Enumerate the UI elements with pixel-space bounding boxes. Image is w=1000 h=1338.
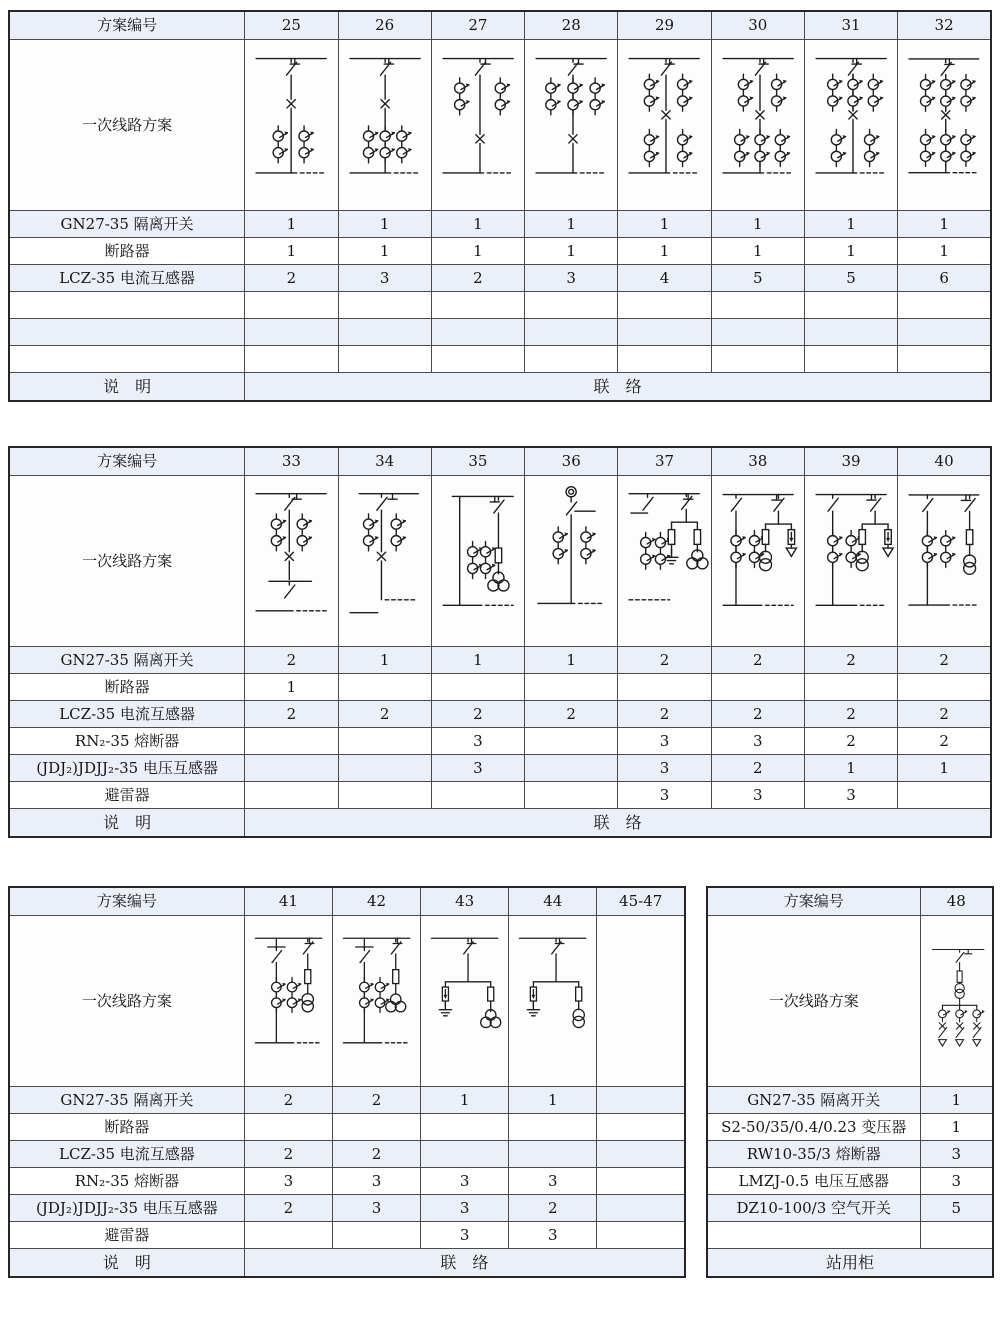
component-row	[9, 782, 991, 809]
circuit-diagram-37	[618, 476, 711, 647]
qty-34	[338, 755, 431, 782]
component-label: 断路器	[9, 674, 245, 701]
component-label: LCZ-35 电流互感器	[9, 701, 245, 728]
circuit-diagram-41	[244, 916, 332, 1087]
scheme-table-48	[706, 886, 994, 1278]
component-row	[9, 728, 991, 755]
qty-35	[431, 674, 524, 701]
qty-42: 3	[332, 1195, 420, 1222]
component-row	[707, 1222, 993, 1249]
component-row	[707, 1141, 993, 1168]
qty-30: 5	[711, 265, 804, 292]
component-label: DZ10-100/3 空气开关	[707, 1195, 920, 1222]
component-row	[9, 1141, 685, 1168]
one-line-diagram	[898, 476, 990, 646]
qty-38: 2	[711, 701, 804, 728]
component-label: GN27-35 隔离开关	[9, 211, 245, 238]
qty-38: 3	[711, 782, 804, 809]
component-row	[9, 1195, 685, 1222]
qty-34: 2	[338, 701, 431, 728]
note-row	[9, 1249, 685, 1278]
qty-45-47	[597, 1087, 685, 1114]
qty-26: 3	[338, 265, 431, 292]
circuit-diagram-35	[431, 476, 524, 647]
qty-37: 2	[618, 647, 711, 674]
qty-43: 3	[421, 1195, 509, 1222]
qty-43	[421, 1114, 509, 1141]
component-row	[9, 346, 991, 373]
qty-31	[804, 319, 897, 346]
component-label: RN₂-35 熔断器	[9, 728, 245, 755]
qty-45-47	[597, 1141, 685, 1168]
one-line-diagram	[525, 40, 617, 210]
qty-30	[711, 319, 804, 346]
qty-37: 3	[618, 782, 711, 809]
circuit-diagram-40	[898, 476, 991, 647]
qty-43	[421, 1141, 509, 1168]
qty-40	[898, 674, 991, 701]
scheme-no-41: 41	[244, 887, 332, 916]
qty-40: 2	[898, 647, 991, 674]
component-label: 避雷器	[9, 1222, 244, 1249]
qty-44	[509, 1141, 597, 1168]
circuit-diagram-33	[245, 476, 338, 647]
circuit-diagram-48	[920, 916, 993, 1087]
circuit-diagram-43	[421, 916, 509, 1087]
component-label	[9, 346, 245, 373]
note-value: 联 络	[245, 809, 991, 838]
scheme-table-48	[706, 886, 994, 1278]
qty-38	[711, 674, 804, 701]
scheme-no-33: 33	[245, 447, 338, 476]
component-row	[9, 674, 991, 701]
component-row	[9, 319, 991, 346]
qty-26	[338, 319, 431, 346]
qty-33: 2	[245, 701, 338, 728]
qty-27: 2	[431, 265, 524, 292]
qty-25: 2	[245, 265, 338, 292]
qty-35	[431, 782, 524, 809]
note-label: 说 明	[9, 809, 245, 838]
component-label: LCZ-35 电流互感器	[9, 265, 245, 292]
diagram-row	[9, 40, 991, 211]
component-label: (JDJ₂)JDJJ₂-35 电压互感器	[9, 755, 245, 782]
qty-36: 2	[525, 701, 618, 728]
qty-26: 1	[338, 211, 431, 238]
circuit-diagram-42	[332, 916, 420, 1087]
qty-41: 3	[244, 1168, 332, 1195]
scheme-no-header: 方案编号	[9, 447, 245, 476]
scheme-no-32: 32	[898, 11, 991, 40]
qty-42: 2	[332, 1087, 420, 1114]
qty-28	[525, 292, 618, 319]
component-row	[707, 1168, 993, 1195]
qty-27	[431, 346, 524, 373]
qty-30	[711, 292, 804, 319]
qty-37: 3	[618, 755, 711, 782]
header-row	[9, 887, 685, 916]
note-row	[9, 809, 991, 838]
one-line-diagram	[805, 40, 897, 210]
component-label: 避雷器	[9, 782, 245, 809]
scheme-no-34: 34	[338, 447, 431, 476]
scheme-no-37: 37	[618, 447, 711, 476]
scheme-no-header: 方案编号	[9, 887, 244, 916]
qty-29	[618, 319, 711, 346]
qty-35: 1	[431, 647, 524, 674]
component-row	[9, 1168, 685, 1195]
qty-34: 1	[338, 647, 431, 674]
component-row	[9, 647, 991, 674]
scheme-table-41-47	[8, 886, 686, 1278]
qty-28	[525, 319, 618, 346]
scheme-table-33-40	[8, 446, 992, 838]
qty-40	[898, 782, 991, 809]
component-row	[9, 211, 991, 238]
scheme-no-43: 43	[421, 887, 509, 916]
qty-45-47	[597, 1114, 685, 1141]
qty-25: 1	[245, 238, 338, 265]
qty-25: 1	[245, 211, 338, 238]
component-label: (JDJ₂)JDJJ₂-35 电压互感器	[9, 1195, 244, 1222]
scheme-no-30: 30	[711, 11, 804, 40]
diagram-row	[9, 476, 991, 647]
scheme-no-28: 28	[525, 11, 618, 40]
note-row	[9, 373, 991, 402]
component-row	[9, 238, 991, 265]
qty-45-47	[597, 1168, 685, 1195]
qty-34	[338, 728, 431, 755]
scheme-no-35: 35	[431, 447, 524, 476]
component-row	[707, 1195, 993, 1222]
component-row	[9, 755, 991, 782]
qty-48: 1	[920, 1087, 993, 1114]
qty-26	[338, 346, 431, 373]
one-line-diagram	[712, 476, 804, 646]
qty-41: 2	[244, 1195, 332, 1222]
note-label: 说 明	[9, 1249, 244, 1278]
one-line-diagram	[339, 40, 431, 210]
component-label: RW10-35/3 熔断器	[707, 1141, 920, 1168]
bottom-tables-row	[8, 886, 992, 1278]
qty-37: 3	[618, 728, 711, 755]
header-row	[9, 447, 991, 476]
component-row	[9, 1114, 685, 1141]
circuit-diagram-32	[898, 40, 991, 211]
qty-32	[898, 292, 991, 319]
qty-27: 1	[431, 238, 524, 265]
circuit-diagram-30	[711, 40, 804, 211]
footer-label: 站用柜	[707, 1249, 993, 1278]
circuit-diagram-38	[711, 476, 804, 647]
qty-29	[618, 346, 711, 373]
scheme-table-25-32	[8, 10, 992, 402]
scheme-no-40: 40	[898, 447, 991, 476]
scheme-no-36: 36	[525, 447, 618, 476]
scheme-no-42: 42	[332, 887, 420, 916]
scheme-table-33-40	[8, 446, 992, 838]
qty-38: 2	[711, 647, 804, 674]
one-line-diagram	[805, 476, 897, 646]
one-line-diagram	[432, 476, 524, 646]
qty-27: 1	[431, 211, 524, 238]
qty-29	[618, 292, 711, 319]
qty-48	[920, 1222, 993, 1249]
circuit-diagram-36	[525, 476, 618, 647]
circuit-diagram-44	[509, 916, 597, 1087]
component-label	[9, 292, 245, 319]
qty-25	[245, 346, 338, 373]
component-label: 断路器	[9, 238, 245, 265]
qty-34	[338, 782, 431, 809]
one-line-diagram	[898, 40, 990, 210]
scheme-table-41-47	[8, 886, 686, 1278]
scheme-no-45-47: 45-47	[597, 887, 685, 916]
scheme-no-27: 27	[431, 11, 524, 40]
qty-28: 1	[525, 238, 618, 265]
qty-27	[431, 292, 524, 319]
qty-42: 2	[332, 1141, 420, 1168]
qty-31	[804, 292, 897, 319]
note-label: 说 明	[9, 373, 245, 402]
component-label: GN27-35 隔离开关	[9, 647, 245, 674]
circuit-diagram-28	[525, 40, 618, 211]
qty-43: 1	[421, 1087, 509, 1114]
component-row	[9, 1087, 685, 1114]
qty-39: 2	[804, 701, 897, 728]
qty-32	[898, 346, 991, 373]
scheme-table-25-32	[8, 10, 992, 402]
scheme-no-29: 29	[618, 11, 711, 40]
qty-35: 2	[431, 701, 524, 728]
one-line-diagram	[245, 40, 337, 210]
circuit-diagram-45-47	[597, 916, 685, 1087]
qty-41	[244, 1114, 332, 1141]
header-row	[707, 887, 993, 916]
scheme-no-header: 方案编号	[707, 887, 920, 916]
qty-44: 2	[509, 1195, 597, 1222]
qty-28: 3	[525, 265, 618, 292]
qty-40: 2	[898, 728, 991, 755]
scheme-no-39: 39	[804, 447, 897, 476]
qty-39: 3	[804, 782, 897, 809]
qty-28	[525, 346, 618, 373]
qty-33	[245, 782, 338, 809]
scheme-no-header: 方案编号	[9, 11, 245, 40]
qty-45-47	[597, 1222, 685, 1249]
circuit-diagram-25	[245, 40, 338, 211]
qty-33	[245, 728, 338, 755]
qty-32: 1	[898, 211, 991, 238]
qty-44: 1	[509, 1087, 597, 1114]
scheme-no-44: 44	[509, 887, 597, 916]
qty-26	[338, 292, 431, 319]
qty-29: 4	[618, 265, 711, 292]
one-line-diagram	[509, 916, 596, 1086]
diagram-row-label: 一次线路方案	[707, 916, 920, 1087]
component-label	[707, 1222, 920, 1249]
one-line-diagram	[618, 476, 710, 646]
component-label: GN27-35 隔离开关	[9, 1087, 244, 1114]
one-line-diagram	[525, 476, 617, 646]
qty-41: 2	[244, 1087, 332, 1114]
component-label: GN27-35 隔离开关	[707, 1087, 920, 1114]
component-label: LMZJ-0.5 电压互感器	[707, 1168, 920, 1195]
one-line-diagram	[712, 40, 804, 210]
qty-28: 1	[525, 211, 618, 238]
scheme-no-25: 25	[245, 11, 338, 40]
qty-31: 1	[804, 238, 897, 265]
component-row	[9, 265, 991, 292]
circuit-diagram-31	[804, 40, 897, 211]
qty-41: 2	[244, 1141, 332, 1168]
scheme-no-48: 48	[920, 887, 993, 916]
qty-39	[804, 674, 897, 701]
circuit-diagram-27	[431, 40, 524, 211]
diagram-row-label: 一次线路方案	[9, 476, 245, 647]
note-value: 联 络	[245, 373, 991, 402]
one-line-diagram	[421, 916, 508, 1086]
scheme-no-38: 38	[711, 447, 804, 476]
qty-30: 1	[711, 211, 804, 238]
qty-45-47	[597, 1195, 685, 1222]
qty-30: 1	[711, 238, 804, 265]
component-label	[9, 319, 245, 346]
component-label: 断路器	[9, 1114, 244, 1141]
qty-26: 1	[338, 238, 431, 265]
qty-42	[332, 1222, 420, 1249]
header-row	[9, 11, 991, 40]
component-label: RN₂-35 熔断器	[9, 1168, 244, 1195]
qty-39: 2	[804, 647, 897, 674]
one-line-diagram	[618, 40, 710, 210]
qty-40: 1	[898, 755, 991, 782]
qty-44: 3	[509, 1222, 597, 1249]
qty-48: 1	[920, 1114, 993, 1141]
one-line-diagram	[339, 476, 431, 646]
qty-48: 3	[920, 1168, 993, 1195]
qty-39: 1	[804, 755, 897, 782]
qty-33: 2	[245, 647, 338, 674]
diagram-row-label: 一次线路方案	[9, 916, 244, 1087]
qty-29: 1	[618, 238, 711, 265]
component-label: S2-50/35/0.4/0.23 变压器	[707, 1114, 920, 1141]
qty-29: 1	[618, 211, 711, 238]
qty-34	[338, 674, 431, 701]
qty-32: 1	[898, 238, 991, 265]
qty-41	[244, 1222, 332, 1249]
qty-48: 3	[920, 1141, 993, 1168]
qty-44: 3	[509, 1168, 597, 1195]
circuit-diagram-34	[338, 476, 431, 647]
qty-30	[711, 346, 804, 373]
qty-42: 3	[332, 1168, 420, 1195]
qty-36: 1	[525, 647, 618, 674]
qty-31	[804, 346, 897, 373]
one-line-diagram	[333, 916, 420, 1086]
component-row	[9, 292, 991, 319]
qty-39: 2	[804, 728, 897, 755]
qty-40: 2	[898, 701, 991, 728]
scheme-no-26: 26	[338, 11, 431, 40]
component-row	[9, 1222, 685, 1249]
qty-38: 3	[711, 728, 804, 755]
qty-48: 5	[920, 1195, 993, 1222]
one-line-diagram	[245, 476, 337, 646]
qty-25	[245, 292, 338, 319]
qty-37: 2	[618, 701, 711, 728]
footer-row	[707, 1249, 993, 1278]
qty-27	[431, 319, 524, 346]
qty-33: 1	[245, 674, 338, 701]
qty-36	[525, 728, 618, 755]
qty-25	[245, 319, 338, 346]
qty-33	[245, 755, 338, 782]
diagram-row-label: 一次线路方案	[9, 40, 245, 211]
scheme-no-31: 31	[804, 11, 897, 40]
qty-35: 3	[431, 728, 524, 755]
one-line-diagram	[245, 916, 332, 1086]
circuit-diagram-39	[804, 476, 897, 647]
component-row	[707, 1087, 993, 1114]
qty-43: 3	[421, 1168, 509, 1195]
one-line-diagram	[921, 916, 993, 1086]
one-line-diagram	[432, 40, 524, 210]
qty-35: 3	[431, 755, 524, 782]
note-value: 联 络	[244, 1249, 685, 1278]
qty-38: 2	[711, 755, 804, 782]
qty-36	[525, 674, 618, 701]
qty-43: 3	[421, 1222, 509, 1249]
qty-44	[509, 1114, 597, 1141]
qty-42	[332, 1114, 420, 1141]
qty-37	[618, 674, 711, 701]
qty-31: 5	[804, 265, 897, 292]
circuit-diagram-26	[338, 40, 431, 211]
qty-32: 6	[898, 265, 991, 292]
component-row	[9, 701, 991, 728]
qty-31: 1	[804, 211, 897, 238]
diagram-row	[9, 916, 685, 1087]
diagram-row	[707, 916, 993, 1087]
component-row	[707, 1114, 993, 1141]
qty-36	[525, 782, 618, 809]
qty-36	[525, 755, 618, 782]
circuit-diagram-29	[618, 40, 711, 211]
component-label: LCZ-35 电流互感器	[9, 1141, 244, 1168]
qty-32	[898, 319, 991, 346]
